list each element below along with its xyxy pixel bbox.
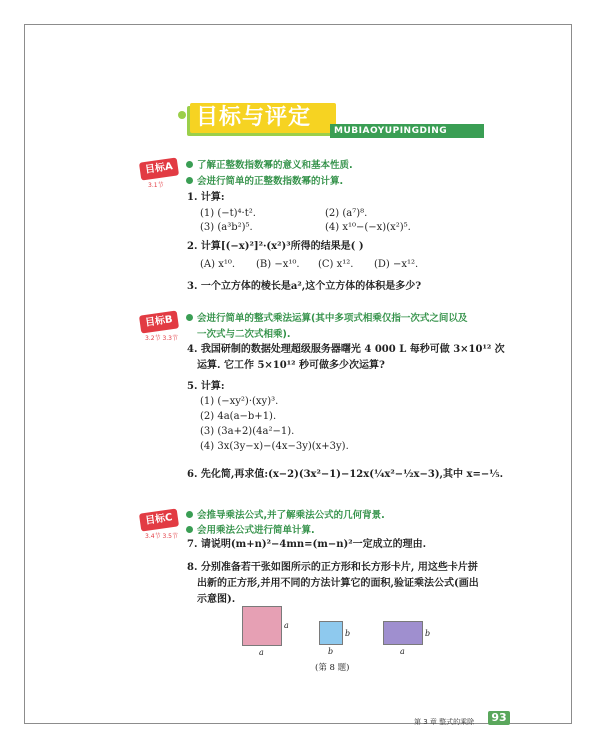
question-1-4: (4) x¹⁰−(−x)(x²)⁵. [325,222,411,233]
large-square-side-label: a [284,621,289,630]
objective-b-1: 会进行简单的整式乘法运算(其中多项式相乘仅指一次式之间以及 [186,310,467,324]
question-5-1: (1) (−xy²)·(xy)³. [200,396,279,407]
figure-caption: (第 8 题) [315,663,350,673]
objective-c-1: 会推导乘法公式,并了解乘法公式的几何背景. [186,507,385,521]
question-2-option-d: (D) −x¹². [374,259,419,270]
small-square-side-label: b [345,629,351,638]
objective-tag-c-sub: 3.4节 3.5节 [145,533,178,540]
objective-a-1: 了解正整数指数幂的意义和基本性质. [186,157,353,171]
small-square-card [319,621,343,645]
objective-tag-b-sub: 3.2节 3.3节 [145,335,178,342]
banner-title: 目标与评定 [196,105,312,130]
question-1-2: (2) (a⁷)⁸. [325,208,368,219]
question-5: 5. 计算: [187,381,225,392]
large-square-bottom-label: a [259,648,264,657]
question-1-3: (3) (a³b²)⁵. [200,222,253,233]
objective-tag-c: 目标C [139,508,179,531]
objective-tag-a: 目标A [139,157,179,180]
rectangle-bottom-label: a [400,647,405,656]
question-7: 7. 请说明(m+n)²−4mn=(m−n)²一定成立的理由. [187,539,427,550]
objective-tag-a-sub: 3.1节 [148,182,164,189]
question-8-line-2: 出新的正方形,并用不同的方法计算它的面积,验证乘法公式(画出 [197,578,479,589]
footer-chapter: 第 3 章 整式的乘除 [414,718,475,726]
small-square-bottom-label: b [328,647,334,656]
rectangle-side-label: b [425,629,431,638]
question-6: 6. 先化简,再求值:(x−2)(3x²−1)−12x(¼x²−½x−3),其中 x=−⅕. [187,469,504,480]
section-banner [190,103,336,133]
question-4-line-1: 4. 我国研制的数据处理超级服务器曙光 4 000 L 每秒可做 3×10¹² 次 [187,344,505,355]
question-2: 2. 计算[(−x)²]²·(x²)³所得的结果是( ) [187,241,364,252]
question-2-option-a: (A) x¹⁰. [200,259,236,270]
question-5-3: (3) (3a+2)(4a²−1). [200,426,295,437]
question-8-line-1: 8. 分别准备若干张如图所示的正方形和长方形卡片, 用这些卡片拼 [187,562,478,573]
objective-b-2: 一次式与二次式相乘). [197,329,291,340]
question-1: 1. 计算: [187,192,225,203]
question-4-line-2: 运算. 它工作 5×10¹² 秒可做多少次运算? [197,360,385,371]
objective-tag-b: 目标B [139,310,179,333]
question-2-option-b: (B) −x¹⁰. [256,259,300,270]
question-8-line-3: 示意图). [197,594,236,605]
question-2-option-c: (C) x¹². [318,259,354,270]
question-5-2: (2) 4a(a−b+1). [200,411,277,422]
question-3: 3. 一个立方体的棱长是a²,这个立方体的体积是多少? [187,281,422,292]
page-number: 93 [488,711,510,725]
large-square-card [242,606,282,646]
question-1-1: (1) (−t)⁴·t². [200,208,256,219]
banner-subtitle: MUBIAOYUPINGDING [330,124,484,138]
objective-c-2: 会用乘法公式进行简单计算. [186,522,315,536]
objective-a-2: 会进行简单的正整数指数幂的计算. [186,173,343,187]
rectangle-card [383,621,423,645]
question-5-4: (4) 3x(3y−x)−(4x−3y)(x+3y). [200,441,349,452]
banner-dot-icon [178,111,186,119]
